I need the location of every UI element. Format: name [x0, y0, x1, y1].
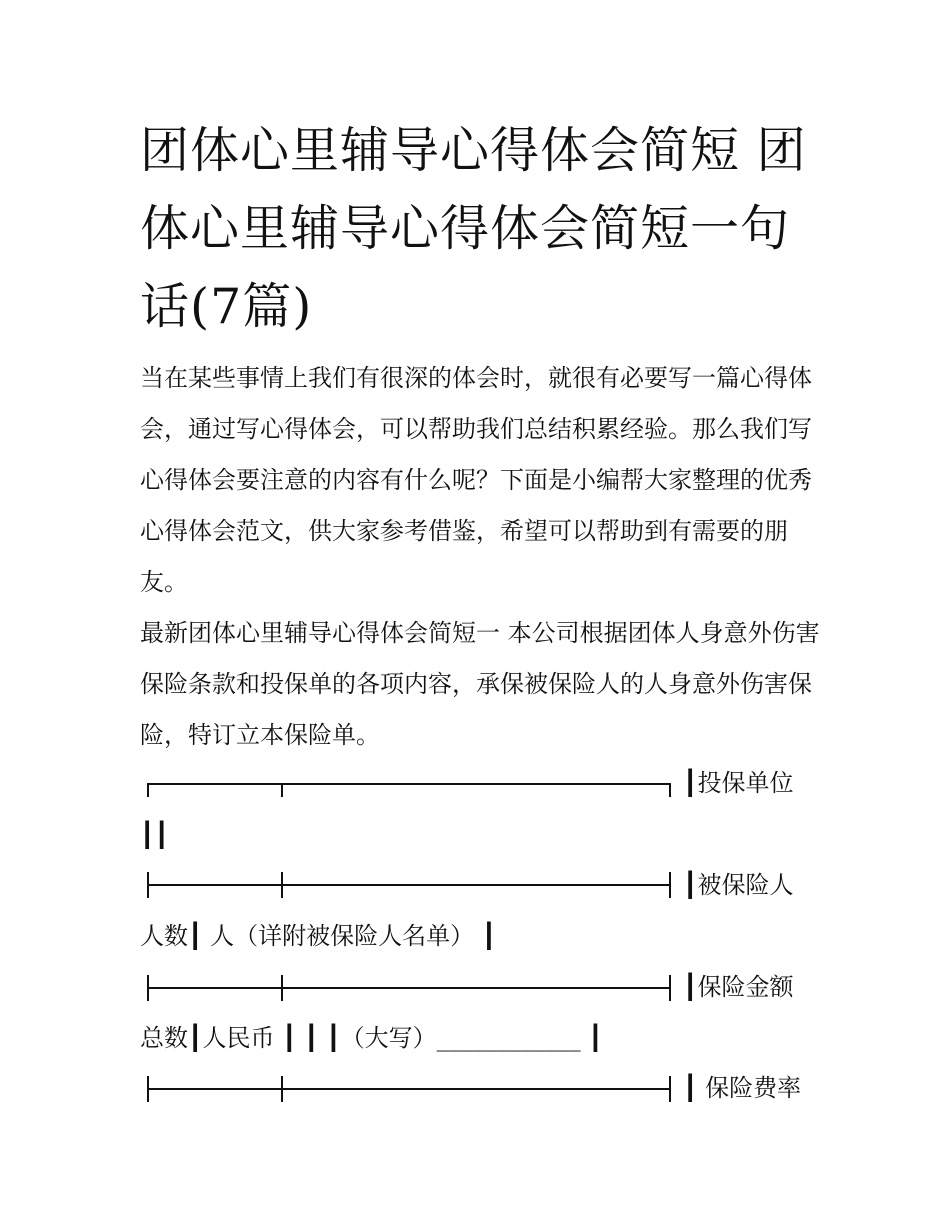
- intro-paragraph: 当在某些事情上我们有很深的体会时，就很有必要写一篇心得体会，通过写心得体会，可以帮助我们总结积累经验。那么我们写心得体会要注意的内容有什么呢？下面是小编帮大家整理的优秀心得体会范文，供大家参考借鉴，希望可以帮助到有需要的朋友。: [140, 364, 812, 596]
- table-row-amount: 总数┃人民币 ┃ ┃ ┃（大写）____________ ┃: [140, 1024, 603, 1052]
- table-label-rate: ┃ 保险费率: [683, 1074, 802, 1102]
- section-one-paragraph: 最新团体心里辅导心得体会简短一 本公司根据团体人身意外伤害保险条款和投保单的各项内容，承保被保险人的人身意外伤害保险，特订立本保险单。: [140, 619, 820, 749]
- document-title: 团体心里辅导心得体会简短 团体心里辅导心得体会简短一句话(7篇): [140, 122, 807, 335]
- table-row-applicant: ┃┃: [140, 821, 169, 849]
- table-label-amount: ┃保险金额: [683, 973, 794, 1001]
- table-label-applicant: ┃投保单位: [683, 769, 794, 797]
- table-row-insured: 人数┃ 人（详附被保险人名单） ┃: [140, 922, 497, 950]
- table-label-insured: ┃被保险人: [683, 871, 794, 899]
